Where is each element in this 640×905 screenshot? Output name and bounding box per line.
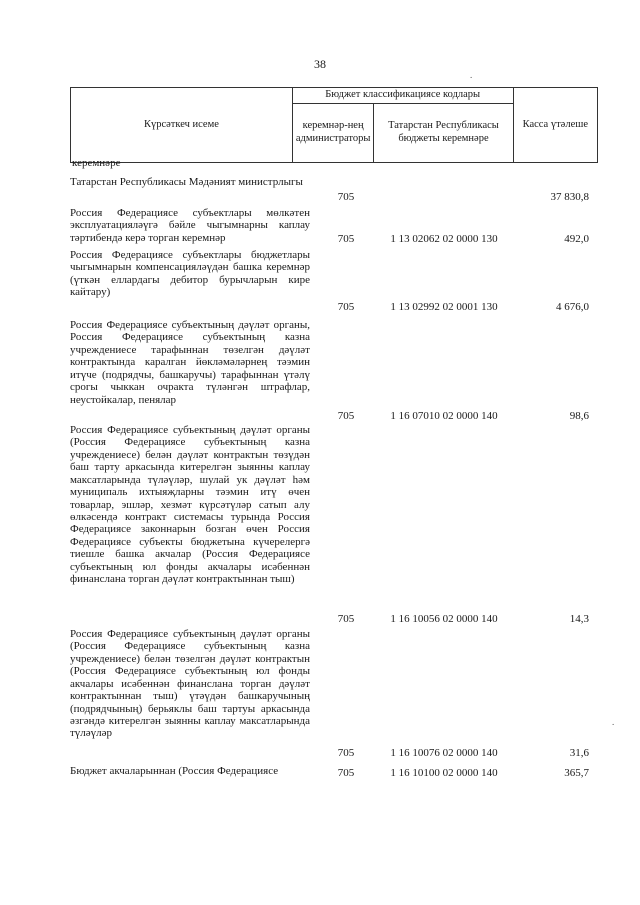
scan-speck: . [470, 70, 473, 80]
row-code: 1 13 02062 02 0000 130 [390, 232, 498, 245]
table-row [0, 628, 640, 759]
table-row [0, 424, 640, 625]
table-row [0, 249, 640, 313]
row-code: 1 16 10076 02 0000 140 [390, 746, 498, 759]
row-code: 1 16 10056 02 0000 140 [390, 612, 498, 625]
row-amount: 4 676,0 [556, 300, 589, 313]
column-header-name: Күрсәткеч исеме [71, 88, 293, 163]
row-amount: 14,3 [569, 612, 589, 625]
row-admin: 705 [337, 300, 355, 313]
row-admin: 705 [337, 612, 355, 625]
row-name: Россия Федерациясе субъектының дәүләт органы, Россия Федерациясе субъектының казна учреждениесе тарафыннан төзелгән дәүләт контрактында каралган йөкләмәләрнең тәэмин итүче (подрядчы, башкаручы) тарафыннан үтәлү срогы чыккан очракта түләнгән штрафлар, неустойкалар, пенялар [70, 319, 310, 406]
row-admin: 705 [337, 766, 355, 779]
continued-text: керемнәре [72, 157, 121, 169]
row-amount: 31,6 [569, 746, 589, 759]
column-header-code: Татарстан Республикасы бюджеты керемнәре [374, 103, 513, 162]
row-amount: 492,0 [564, 232, 589, 245]
row-amount: 37 830,8 [550, 190, 589, 203]
row-name: Россия Федерациясе субъектының дәүләт органы (Россия Федерациясе субъектының казна учреждениесе) белән дәүләт контрактын төзүдән баш тарту аркасында китерелгән зыянны каплау максатларында түләүләр, шулай ук дәүләт һәм муниципаль ихтыяҗларны тәэмин итү өчен товарлар, эшләр, хезмәт күрсәтүләр сатып алу өлкәсендә контракт системасы турында Россия Федерациясе законнарын бозган өчен Россия Федерациясе субъекты бюджетына күчерелергә тиешле башка акчалар (Россия Федерациясе субъектының юл фонды акчалары исәбеннән финанслана торган дәүләт контрактыннан тыш) [70, 424, 310, 586]
row-name: Россия Федерациясе субъектлары бюджетлары чыгымнарын компенсацияләүдән башка керемнәр (үткән еллардагы дебитор бурычларын кире кайтару) [70, 249, 310, 299]
row-code: 1 16 10100 02 0000 140 [390, 766, 498, 779]
column-header-admin: керемнәр-нең администраторы [292, 103, 374, 162]
row-code: 1 13 02992 02 0001 130 [390, 300, 498, 313]
table-row [0, 207, 640, 245]
table-row [0, 319, 640, 422]
row-amount: 98,6 [569, 409, 589, 422]
row-code: 1 16 07010 02 0000 140 [390, 409, 498, 422]
table-header [70, 87, 598, 163]
column-header-group: Бюджет классификациясе кодлары [292, 88, 513, 104]
page-number: 38 [314, 57, 326, 71]
table-row [0, 765, 640, 779]
row-admin: 705 [337, 232, 355, 245]
table-row [0, 176, 640, 203]
row-admin: 705 [337, 409, 355, 422]
row-admin: 705 [337, 746, 355, 759]
row-name: Бюджет акчаларыннан (Россия Федерациясе [70, 765, 279, 777]
scan-speck: . [612, 717, 615, 727]
row-admin: 705 [337, 190, 355, 203]
column-header-amount: Касса үтәлеше [513, 88, 597, 163]
row-name: Татарстан Республикасы Мәдәният министрлыгы [70, 176, 303, 188]
row-name: Россия Федерациясе субъектының дәүләт органы (Россия Федерациясе субъектының казна учреждениесе) белән төзелгән дәүләт контрактын (Россия Федерациясе субъектының юл фонды акчалары исәбеннән финанслана торган дәүләт контрактыннан тыш) үтәүдән башкаручының (подрядчының) берьяклы баш тартуы аркасында әзгәндә китерелгән зыянны каплау максатларында түләүләр [70, 628, 310, 740]
row-amount: 365,7 [564, 766, 589, 779]
row-name: Россия Федерациясе субъектлары мөлкәтен эксплуатацияләүгә бәйле чыгымнарны каплау тәртибендә керә торган керемнәр [70, 207, 310, 244]
